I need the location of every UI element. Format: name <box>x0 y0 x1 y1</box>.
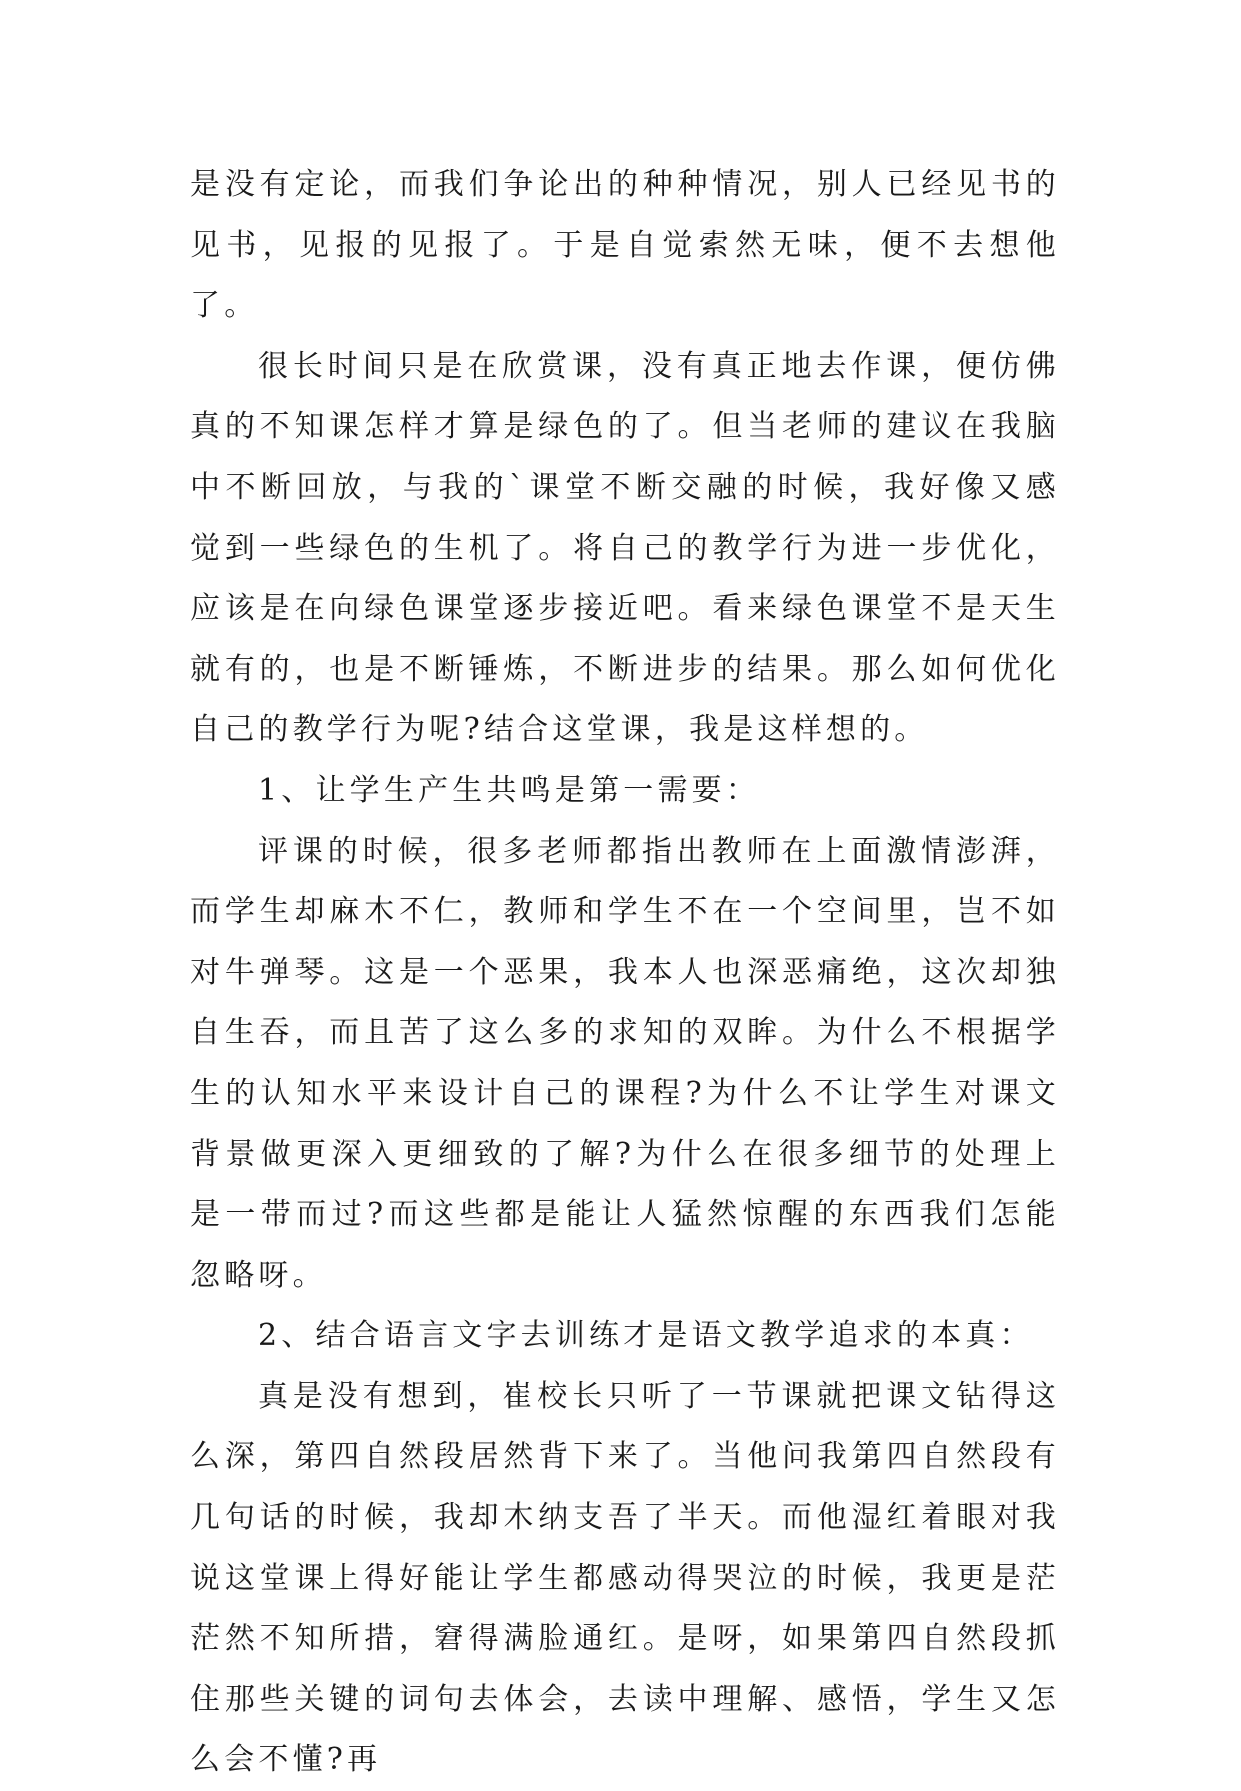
section-heading-1: 1、让学生产生共鸣是第一需要： <box>258 772 761 808</box>
paragraph-2: 很长时间只是在欣赏课，没有真正地去作课，便仿佛真的不知课怎样才算是绿色的了。但当老师的建议在我脑中不断回放，与我的`课堂不断交融的时候，我好像又感觉到一些绿色的生机了。将自己的教学行为进一步优化，应该是在向绿色课堂逐步接近吧。看来绿色课堂不是天生就有的，也是不断锤炼，不断进步的结果。那么如何优化自己的教学行为呢?结合这堂课，我是这样想的。 <box>190 348 1060 748</box>
paragraph-4: 真是没有想到，崔校长只听了一节课就把课文钻得这么深，第四自然段居然背下来了。当他问我第四自然段有几句话的时候，我却木纳支吾了半天。而他湿红着眼对我说这堂课上得好能让学生都感动得哭泣的时候，我更是茫茫然不知所措，窘得满脸通红。是呀，如果第四自然段抓住那些关键的词句去体会，去读中理解、感悟，学生又怎么会不懂?再 <box>190 1378 1060 1778</box>
document-body <box>190 155 1060 1791</box>
paragraph-3: 评课的时候，很多老师都指出教师在上面激情澎湃，而学生却麻木不仁，教师和学生不在一个空间里，岂不如对牛弹琴。这是一个恶果，我本人也深恶痛绝，这次却独自生吞，而且苦了这么多的求知的双眸。为什么不根据学生的认知水平来设计自己的课程?为什么不让学生对课文背景做更深入更细致的了解?为什么在很多细节的处理上是一带而过?而这些都是能让人猛然惊醒的东西我们怎能忽略呀。 <box>190 833 1060 1293</box>
section-heading-2: 2、结合语言文字去训练才是语文教学追求的本真： <box>258 1318 1034 1354</box>
paragraph-1: 是没有定论，而我们争论出的种种情况，别人已经见书的见书，见报的见报了。于是自觉索然无味，便不去想他了。 <box>190 167 1060 324</box>
